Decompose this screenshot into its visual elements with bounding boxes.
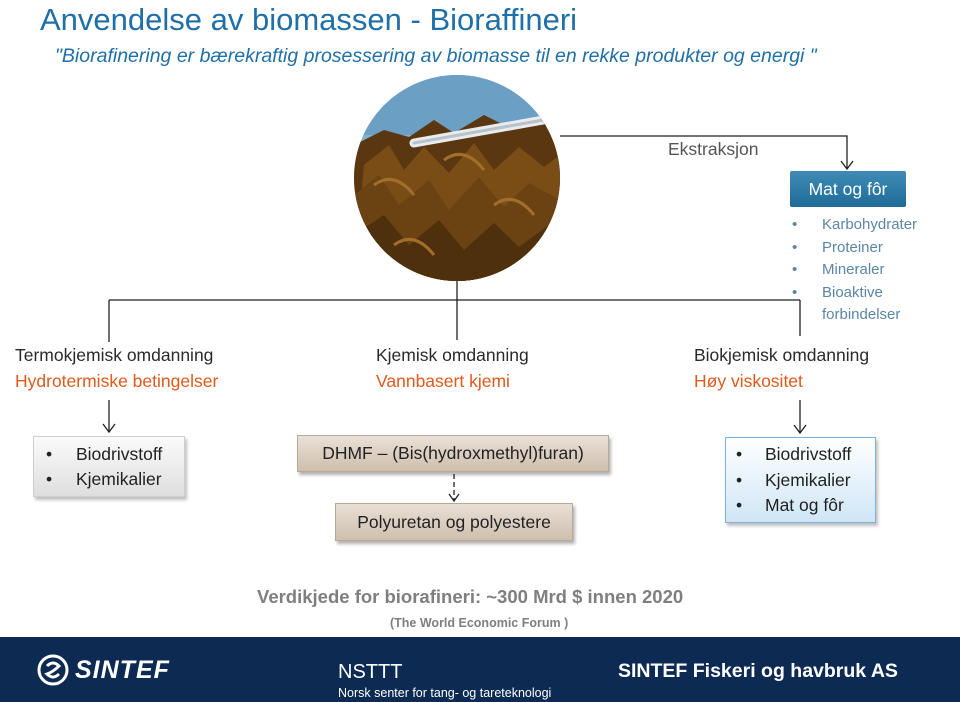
- extraction-header: Mat og fôr: [790, 171, 906, 207]
- list-item: • Kjemikalier: [46, 469, 162, 489]
- list-item: • Karbohydrater: [792, 216, 918, 233]
- extraction-list: [792, 214, 917, 327]
- footer-center-title: NSTTT: [338, 661, 403, 683]
- branch-chem: [376, 342, 529, 394]
- slide-subtitle: "Biorafinering er bærekraftig prosessering av biomasse til en rekke produkter og energi ": [55, 45, 817, 67]
- footer-organization: SINTEF Fiskeri og havbruk AS: [618, 660, 898, 682]
- list-item: forbindelser: [822, 306, 901, 323]
- slide-title: Anvendelse av biomassen - Bioraffineri: [40, 2, 578, 37]
- list-item: • Kjemikalier: [736, 469, 851, 490]
- extraction-label: Ekstraksjon: [668, 139, 759, 159]
- branch-chem-condition: Vannbasert kjemi: [376, 371, 510, 391]
- output-dhmf-box: DHMF – (Bis(hydroxmethyl)furan): [297, 435, 609, 472]
- output-thermo-box: [33, 436, 185, 497]
- value-chain-text: Verdikjede for biorafineri: ~300 Mrd $ innen 2020: [257, 586, 684, 607]
- branch-chem-title: Kjemisk omdanning: [376, 345, 529, 365]
- list-item: • Biodrivstoff: [46, 444, 163, 464]
- list-item: • Mineraler: [792, 261, 885, 278]
- sintef-logo: [37, 654, 170, 686]
- list-item: • Biodrivstoff: [736, 444, 852, 464]
- source-text: (The World Economic Forum ): [390, 616, 569, 630]
- branch-bio: [694, 342, 869, 394]
- list-item: • Proteiner: [792, 238, 883, 256]
- branch-bio-title: Biokjemisk omdanning: [694, 345, 870, 365]
- list-item: • Mat og fôr: [736, 495, 844, 515]
- branch-thermo: [15, 342, 218, 394]
- output-bio-box: [725, 437, 876, 523]
- list-item: • Bioaktive: [792, 283, 883, 301]
- footer-bar: [0, 637, 960, 702]
- output-polymer-box: Polyuretan og polyestere: [335, 503, 573, 541]
- logo-text: SINTEF: [75, 655, 170, 684]
- seaweed-photo: [354, 75, 560, 281]
- branch-thermo-condition: Hydrotermiske betingelser: [15, 371, 219, 391]
- footer-center-subtitle: Norsk senter for tang- og tareteknologi: [338, 686, 552, 700]
- branch-thermo-title: Termokjemisk omdanning: [15, 345, 214, 365]
- branch-bio-condition: Høy viskositet: [694, 371, 803, 391]
- sintef-logo-icon: [37, 654, 69, 686]
